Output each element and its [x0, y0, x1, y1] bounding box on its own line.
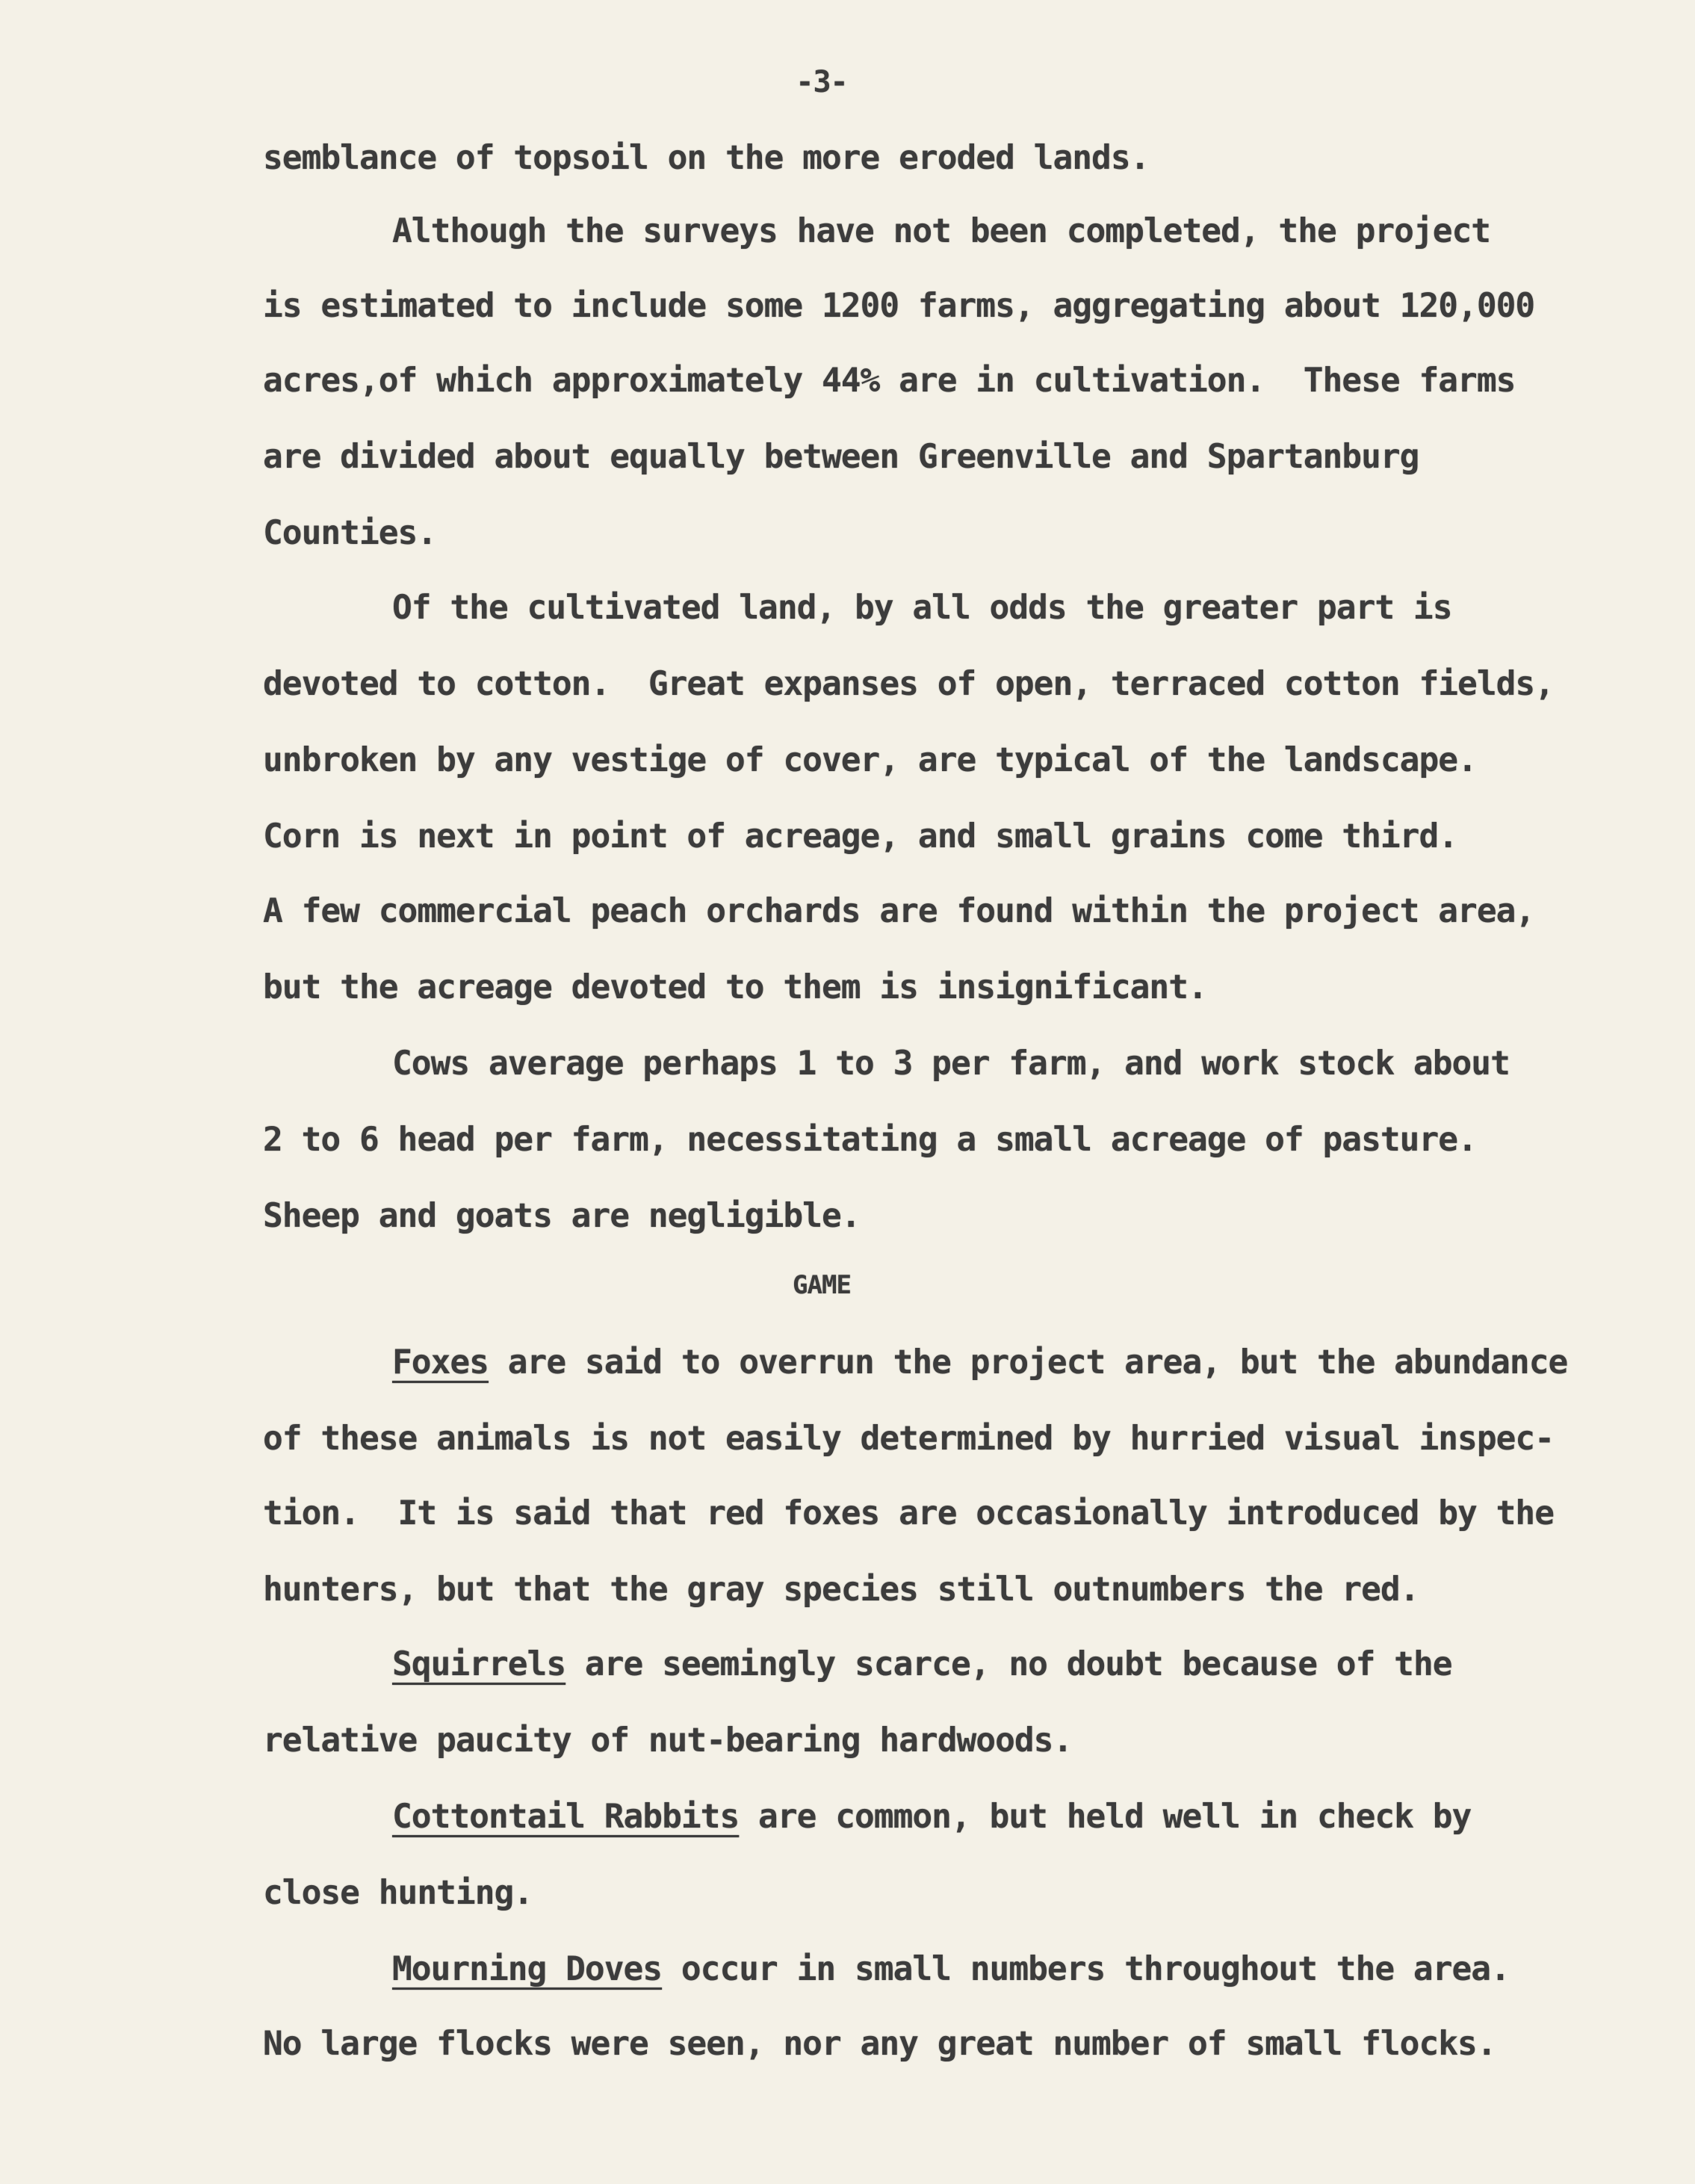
text-run: occur in small numbers throughout the area. [662, 1950, 1510, 1988]
text-line: is estimated to include some 1200 farms, aggregating about 120,000 [263, 287, 1535, 325]
text-line: hunters, but that the gray species still outnumbers the red. [263, 1571, 1419, 1609]
text-line: devoted to cotton. Great expanses of open, terraced cotton fields, [263, 665, 1555, 703]
text-line: Of the cultivated land, by all odds the greater part is [392, 589, 1452, 627]
species-term-rabbits: Cottontail Rabbits [392, 1798, 740, 1836]
text-line: relative paucity of nut-bearing hardwoods. [263, 1721, 1073, 1760]
species-term-squirrels: Squirrels [392, 1645, 566, 1683]
text-line: tion. It is said that red foxes are occasionally introduced by the [263, 1494, 1555, 1532]
species-term-foxes: Foxes [392, 1343, 489, 1382]
text-line: acres,of which approximately 44% are in cultivation. These farms [263, 362, 1516, 400]
text-line: 2 to 6 head per farm, necessitating a small acreage of pasture. [263, 1121, 1477, 1159]
text-line: unbroken by any vestige of cover, are typical of the landscape. [263, 741, 1477, 779]
text-line: but the acreage devoted to them is insignificant. [263, 968, 1207, 1006]
text-line: No large flocks were seen, nor any great number of small flocks. [263, 2025, 1496, 2063]
text-line: Counties. [263, 514, 437, 552]
text-line: of these animals is not easily determined by hurried visual inspec- [263, 1420, 1555, 1458]
text-line: Cows average perhaps 1 to 3 per farm, and work stock about [392, 1045, 1510, 1083]
text-line: semblance of topsoil on the more eroded lands. [263, 139, 1150, 177]
text-line: Sheep and goats are negligible. [263, 1197, 861, 1235]
text-line-squirrels [392, 1645, 1452, 1683]
text-line: A few commercial peach orchards are found within the project area, [263, 892, 1535, 930]
text-line-doves [392, 1950, 1510, 1988]
text-line: are divided about equally between Greenville and Spartanburg [263, 438, 1419, 476]
text-run: are common, but held well in check by [739, 1798, 1472, 1836]
page-number: -3- [796, 65, 848, 99]
text-line-rabbits [392, 1798, 1472, 1836]
section-heading-game: GAME [793, 1270, 851, 1300]
text-line: close hunting. [263, 1874, 533, 1912]
text-line: Although the surveys have not been completed, the project [392, 212, 1491, 250]
species-term-doves: Mourning Doves [392, 1950, 663, 1988]
text-line: Corn is next in point of acreage, and small grains come third. [263, 817, 1458, 856]
text-run: are seemingly scarce, no doubt because of the [565, 1645, 1452, 1683]
text-run: are said to overrun the project area, but the abundance [488, 1343, 1568, 1382]
text-line-foxes [392, 1343, 1568, 1382]
